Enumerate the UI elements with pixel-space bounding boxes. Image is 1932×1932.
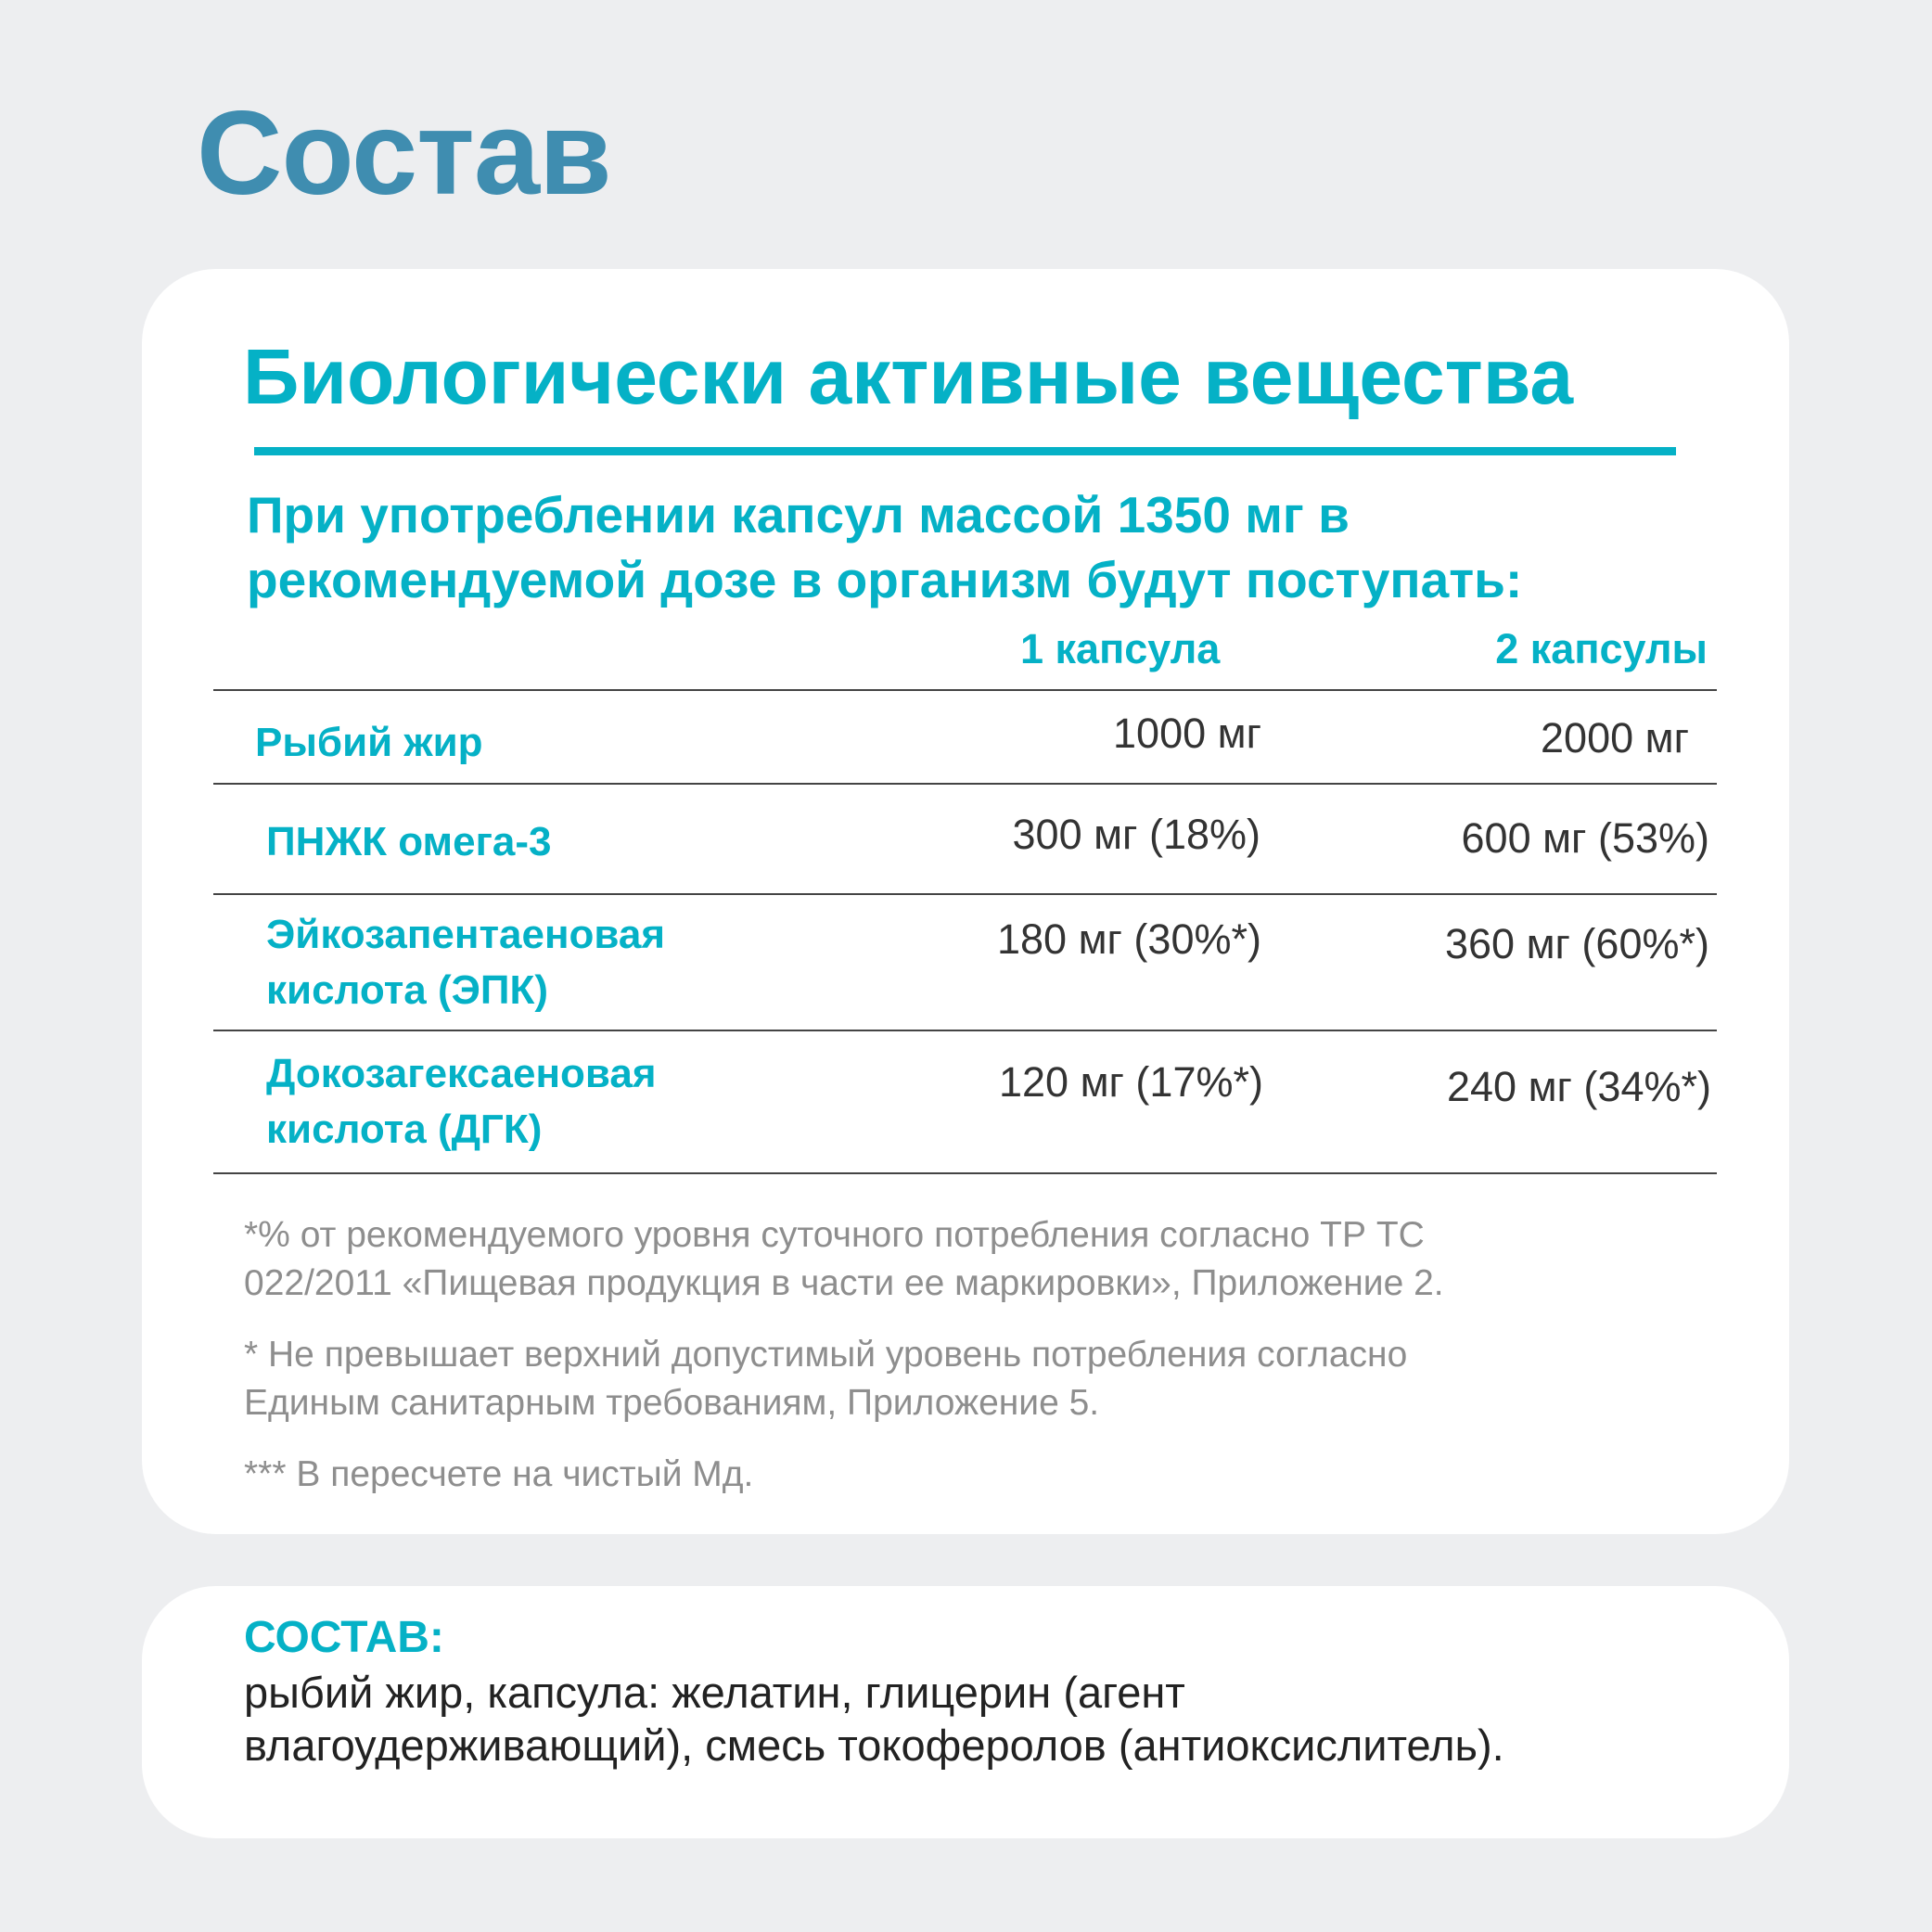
value-1-capsule: 1000 мг [1113,710,1261,757]
heading-underline [254,447,1676,455]
row-label: кислота (ЭПК) [266,967,549,1013]
page-title: Состав [197,87,611,220]
row-label: Докозагексаеновая [266,1051,657,1096]
value-1-capsule: 120 мг (17%*) [999,1058,1263,1106]
footnote: *** В пересчете на чистый Мд. [244,1454,754,1494]
value-1-capsule: 300 мг (18%) [1012,811,1260,858]
footnote: *% от рекомендуемого уровня суточного потребления согласно ТР ТС [244,1215,1425,1255]
column-header-2-capsules: 2 капсулы [1495,625,1708,672]
value-2-capsules: 600 мг (53%) [1461,814,1709,862]
card-heading: Биологически активные вещества [243,333,1574,420]
table-divider [213,1172,1717,1174]
row-label: ПНЖК омега-3 [266,819,552,864]
value-2-capsules: 240 мг (34%*) [1447,1063,1711,1110]
footnote: * Не превышает верхний допустимый уровень потребления согласно [244,1335,1408,1375]
table-divider [213,689,1717,691]
table-divider [213,783,1717,785]
composition-line: влагоудерживающий), смесь токоферолов (антиоксислитель). [244,1721,1504,1770]
column-header-1-capsule: 1 капсула [1020,625,1221,672]
table-divider [213,1030,1717,1031]
value-2-capsules: 2000 мг [1541,714,1689,761]
subtitle-line-2: рекомендуемой дозе в организм будут поступать: [247,551,1523,608]
value-1-capsule: 180 мг (30%*) [997,915,1261,963]
row-label: кислота (ДГК) [266,1107,543,1152]
row-label: Эйкозапентаеновая [266,912,666,957]
footnote: Единым санитарным требованиям, Приложение 5. [244,1383,1100,1423]
footnote: 022/2011 «Пищевая продукция в части ее маркировки», Приложение 2. [244,1263,1444,1303]
composition-line: рыбий жир, капсула: желатин, глицерин (агент [244,1668,1185,1717]
row-label: Рыбий жир [255,720,483,765]
table-divider [213,893,1717,895]
composition-text [244,1666,1504,1772]
value-2-capsules: 360 мг (60%*) [1445,920,1709,967]
composition-heading: СОСТАВ: [244,1613,444,1662]
subtitle-line-1: При употреблении капсул массой 1350 мг в [247,486,1350,544]
